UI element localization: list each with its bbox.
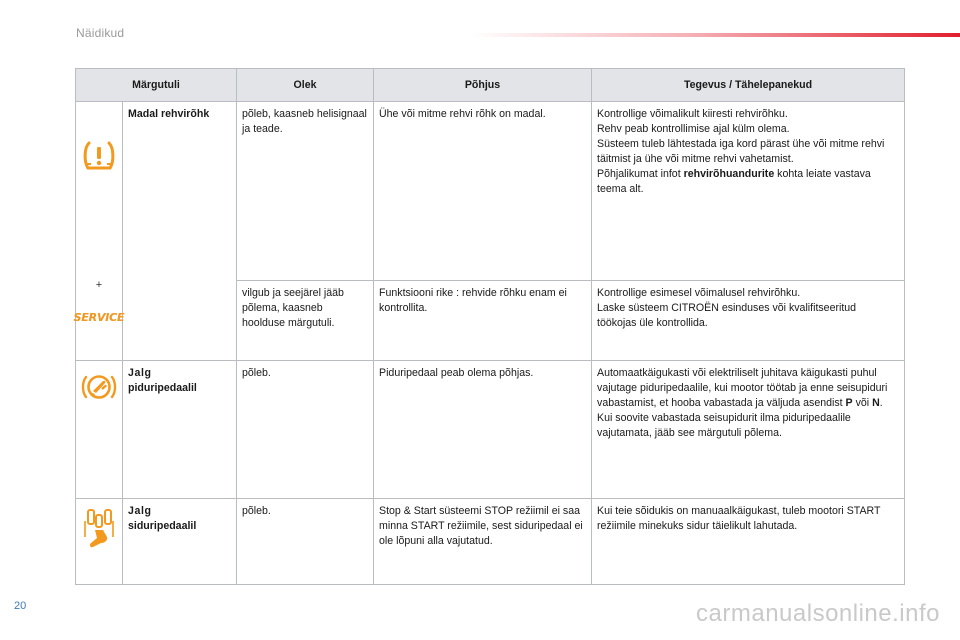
indicator-name-label: siduripedaalil bbox=[128, 520, 197, 532]
table-row bbox=[76, 102, 905, 281]
cause-cell: Funktsiooni rike : rehvide rõhku enam ei kontrollita. bbox=[374, 280, 592, 360]
action-line: Süsteem tuleb lähtestada iga kord pärast ühe või mitme rehvi täitmist ja ühe või mitme rehvi vahetamist. bbox=[597, 138, 885, 165]
gear-position-n: N bbox=[872, 397, 880, 409]
service-warning-icon: SERVICE bbox=[73, 311, 125, 324]
column-header-indicator: Märgutuli bbox=[76, 69, 237, 102]
plus-sign: + bbox=[95, 279, 103, 291]
indicator-name-brake-pedal bbox=[123, 361, 237, 499]
action-line: Rehv peab kontrollimise ajal külm olema. bbox=[597, 123, 790, 135]
low-tyre-pressure-icon bbox=[82, 140, 116, 172]
table-header-row bbox=[76, 69, 905, 102]
clutch-pedal-icon-cell bbox=[76, 499, 123, 585]
column-header-state: Olek bbox=[237, 69, 374, 102]
indicator-name-label: Madal rehvirõhk bbox=[128, 108, 210, 120]
tyre-pressure-icon-cell bbox=[73, 102, 125, 361]
foot-on-clutch-icon bbox=[81, 507, 117, 553]
indicator-name-clutch-pedal bbox=[123, 499, 237, 585]
cause-cell: Stop & Start süsteemi STOP režiimil ei saa minna START režiimile, sest siduripedaal ei ole lõpuni alla vajutatud. bbox=[374, 499, 592, 585]
action-text: või bbox=[852, 397, 873, 409]
brake-pedal-icon-cell bbox=[76, 361, 123, 499]
header-red-rule bbox=[470, 33, 960, 37]
cause-cell: Piduripedaal peab olema põhjas. bbox=[374, 361, 592, 499]
action-text: Automaatkäigukasti või elektriliselt juhitava käigukasti puhul vajutage piduripedaalile, kui mootor töötab ja enne seisupiduri vabastamist, et hooba vabastada ja väljuda asendist bbox=[597, 367, 888, 409]
action-text: kohta leiate vastava teema alt. bbox=[597, 168, 871, 195]
column-header-cause: Põhjus bbox=[374, 69, 592, 102]
state-cell: põleb, kaasneb helisignaal ja teade. bbox=[237, 102, 374, 281]
watermark: carmanualsonline.info bbox=[696, 600, 940, 627]
indicator-name-label: Jalg bbox=[128, 505, 152, 517]
tyre-sensor-keyword: rehvirõhuandurite bbox=[683, 168, 775, 180]
indicator-table bbox=[75, 68, 905, 585]
action-cell bbox=[592, 361, 905, 499]
gear-position-p: P bbox=[845, 397, 853, 409]
action-line: Laske süsteem CITROËN esinduses või kvalifitseeritud töökojas üle kontrollida. bbox=[597, 301, 857, 329]
page-section-title: Näidikud bbox=[76, 26, 125, 40]
action-line: Kontrollige võimalikult kiiresti rehvirõhku. bbox=[597, 108, 788, 120]
column-header-action: Tegevus / Tähelepanekud bbox=[592, 69, 905, 102]
action-cell bbox=[592, 280, 905, 360]
table-row bbox=[76, 361, 905, 499]
indicator-table-container bbox=[75, 68, 904, 585]
action-line: Kontrollige esimesel võimalusel rehvirõhku. bbox=[597, 286, 801, 299]
page-number: 20 bbox=[14, 600, 27, 612]
indicator-name-label: piduripedaalil bbox=[128, 382, 197, 394]
state-cell: põleb. bbox=[237, 499, 374, 585]
action-text: Põhjalikumat infot bbox=[597, 168, 684, 180]
action-cell: Kui teie sõidukis on manuaalkäigukast, tuleb mootori START režiimile minekuks sidur täielikult lahutada. bbox=[592, 499, 905, 585]
cause-cell: Ühe või mitme rehvi rõhk on madal. bbox=[374, 102, 592, 281]
action-line bbox=[597, 366, 898, 411]
indicator-name-label: Jalg bbox=[128, 367, 152, 379]
table-row bbox=[76, 499, 905, 585]
action-cell bbox=[592, 102, 905, 281]
action-line: Kui soovite vabastada seisupidurit ilma piduripedaalile vajutamata, jääb see märgutuli põlema. bbox=[597, 412, 851, 439]
indicator-name-low-tyre-pressure bbox=[123, 102, 237, 361]
action-line bbox=[597, 167, 898, 197]
foot-on-brake-icon bbox=[81, 371, 117, 403]
action-text: . bbox=[879, 397, 883, 409]
state-cell: vilgub ja seejärel jääb põlema, kaasneb hoolduse märgutuli. bbox=[237, 280, 374, 360]
state-cell: põleb. bbox=[237, 361, 374, 499]
